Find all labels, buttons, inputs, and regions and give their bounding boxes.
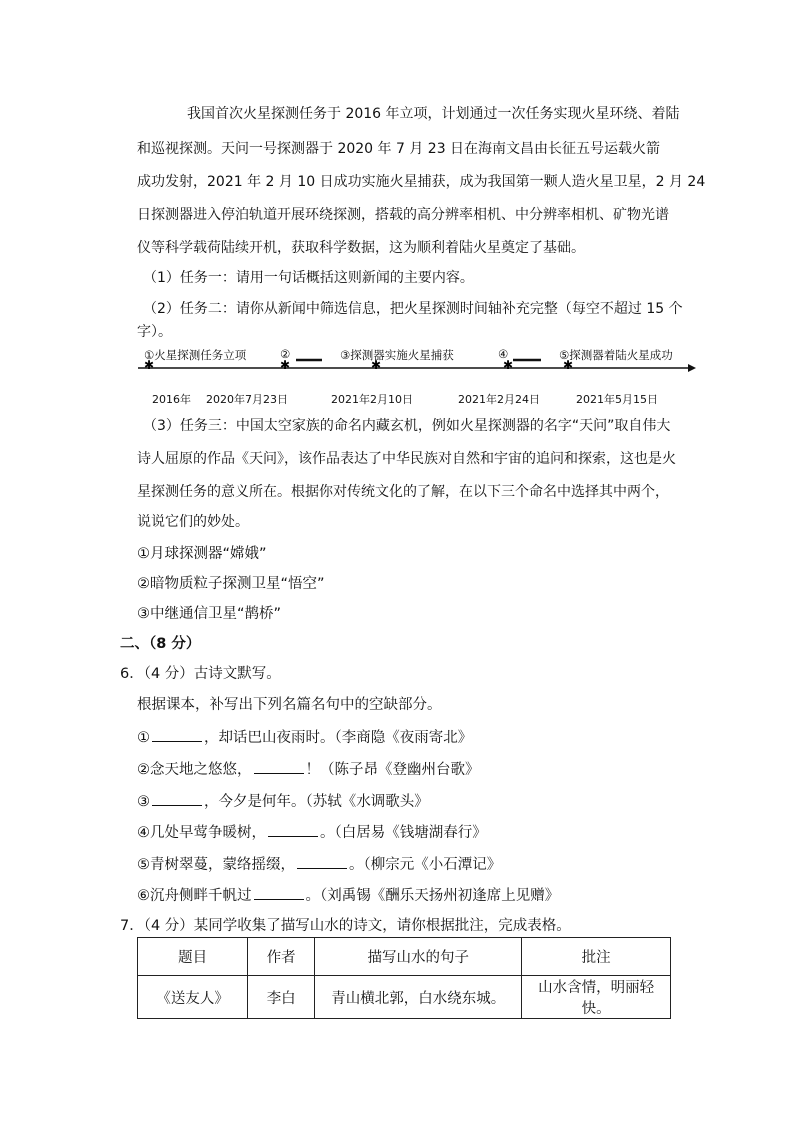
- q6-item-1: [137, 726, 472, 747]
- q6-item-3: [137, 790, 429, 811]
- passage-line-4: 日探测器进入停泊轨道开展环绕探测，搭载的高分辨率相机、中分辨率相机、矿物光谱: [137, 207, 669, 223]
- timeline-event-3: ③探测器实施火星捕获: [340, 348, 454, 362]
- q6-instruction: 根据课本，补写出下列名篇名句中的空缺部分。: [137, 697, 442, 713]
- q6-item-3-post: ，今夕是何年。（苏轼《水调歌头》: [204, 794, 429, 810]
- table-cell: 山水含情，明丽轻快。: [522, 976, 671, 1019]
- section-heading: 二、（8 分）: [120, 636, 201, 652]
- q6-item-5-pre: ⑤青树翠蔓，蒙络摇缀，: [137, 857, 295, 873]
- task2-prompt-line2: 字）。: [137, 324, 172, 340]
- timeline-tick-4: ✱: [502, 358, 514, 372]
- q6-item-1-post: ，却话巴山夜雨时。（李商隐《夜雨寄北》: [204, 730, 473, 746]
- task3-line-3: 星探测任务的意义所在。根据你对传统文化的了解，在以下三个命名中选择其中两个，: [137, 484, 669, 500]
- timeline-date-4: 2021年2月24日: [458, 393, 540, 406]
- task3-line-2: 诗人屈原的作品《天问》，该作品表达了中华民族对自然和宇宙的追问和探索，这也是火: [137, 451, 676, 467]
- q6-item-2-post: ！（陈子昂《登幽州台歌》: [305, 762, 480, 778]
- table-header-cell: 描写山水的句子: [315, 938, 522, 976]
- poetry-table: [137, 937, 671, 1019]
- task3-option-2: ②暗物质粒子探测卫星“悟空”: [137, 576, 325, 592]
- passage-line-1: 我国首次火星探测任务于 2016 年立项，计划通过一次任务实现火星环绕、着陆: [187, 106, 680, 122]
- q7-title: 7．（4 分）某同学收集了描写山水的诗文，请你根据批注，完成表格。: [120, 918, 571, 934]
- timeline-event-2: ②: [280, 347, 291, 361]
- task3-line-1: （3）任务三：中国太空家族的命名内藏玄机，例如火星探测器的名字“天问”取自伟大: [143, 418, 671, 434]
- timeline-event-1: ①火星探测任务立项: [144, 348, 247, 362]
- q6-item-6-pre: ⑥沉舟侧畔千帆过: [137, 888, 252, 904]
- answer-blank[interactable]: [268, 822, 318, 837]
- table-cell: 李白: [248, 976, 315, 1019]
- timeline-tick-5: ✱: [562, 358, 574, 372]
- q6-item-1-pre: ①: [137, 730, 150, 746]
- passage-line-2: 和巡视探测。天问一号探测器于 2020 年 7 月 23 日在海南文昌由长征五号运载火箭: [137, 141, 661, 157]
- answer-blank[interactable]: [152, 791, 202, 806]
- q6-item-6-post: 。（刘禹锡《酬乐天扬州初逢席上见赠》: [305, 888, 560, 904]
- task3-option-1: ①月球探测器“嫦娥”: [137, 546, 267, 562]
- q6-item-3-pre: ③: [137, 794, 150, 810]
- passage-line-3: 成功发射，2021 年 2 月 10 日成功实施火星捕获，成为我国第一颗人造火星卫星，2 月 24: [137, 174, 706, 190]
- timeline-date-2: 2020年7月23日: [206, 393, 288, 406]
- timeline-tick-3: ✱: [370, 358, 382, 372]
- answer-blank[interactable]: [152, 727, 202, 742]
- q6-item-5-post: 。（柳宗元《小石潭记》: [349, 857, 502, 873]
- task3-line-4: 说说它们的妙处。: [137, 514, 249, 530]
- q6-item-2-pre: ②念天地之悠悠，: [137, 762, 252, 778]
- q6-item-4-pre: ④几处早莺争暖树，: [137, 825, 266, 841]
- mars-timeline: [136, 340, 698, 410]
- table-cell: 青山横北郭，白水绕东城。: [315, 976, 522, 1019]
- table-cell: 《送友人》: [138, 976, 248, 1019]
- q6-item-5: [137, 853, 501, 874]
- timeline-date-1: 2016年: [152, 393, 191, 406]
- timeline-tick-1: ✱: [143, 358, 155, 372]
- table-header-cell: 批注: [522, 938, 671, 976]
- q6-item-4: [137, 821, 487, 842]
- answer-blank[interactable]: [297, 854, 347, 869]
- timeline-date-5: 2021年5月15日: [576, 393, 658, 406]
- passage-line-5: 仪等科学载荷陆续开机，获取科学数据，这为顺利着陆火星奠定了基础。: [137, 240, 585, 256]
- table-row: [138, 976, 671, 1019]
- timeline-arrow: [688, 364, 696, 372]
- table-header-row: [138, 938, 671, 976]
- timeline-event-4: ④: [498, 347, 509, 361]
- answer-blank[interactable]: [254, 885, 304, 900]
- table-header-cell: 题目: [138, 938, 248, 976]
- q6-item-6: [137, 884, 559, 905]
- table-header-cell: 作者: [248, 938, 315, 976]
- timeline-date-3: 2021年2月10日: [331, 393, 413, 406]
- q6-item-2: [137, 758, 480, 779]
- answer-blank[interactable]: [254, 759, 304, 774]
- timeline-tick-2: ✱: [279, 358, 291, 372]
- task1-prompt: （1）任务一：请用一句话概括这则新闻的主要内容。: [143, 270, 474, 286]
- task2-prompt-line1: （2）任务二：请你从新闻中筛选信息，把火星探测时间轴补充完整（每空不超过 15 个: [143, 301, 683, 317]
- q6-title: 6．（4 分）古诗文默写。: [120, 666, 281, 682]
- task3-option-3: ③中继通信卫星“鹊桥”: [137, 606, 282, 622]
- timeline-event-5: ⑤探测器着陆火星成功: [559, 348, 673, 362]
- q6-item-4-post: 。（白居易《钱塘湖春行》: [320, 825, 487, 841]
